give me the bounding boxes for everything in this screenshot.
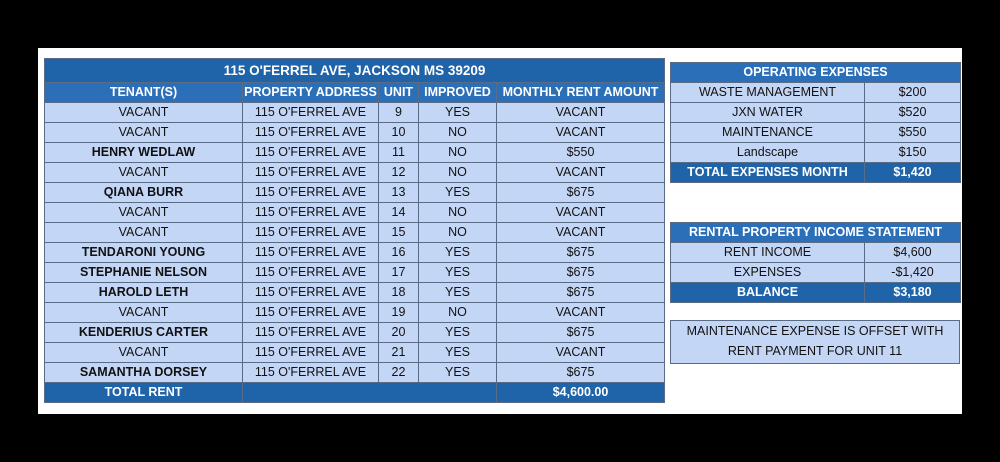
unit-cell: 9 [379, 103, 419, 123]
tenant-cell: VACANT [45, 223, 243, 243]
table-row [45, 243, 665, 263]
rent-cell: $675 [497, 283, 665, 303]
improved-cell: YES [419, 283, 497, 303]
table-row [45, 203, 665, 223]
tenant-cell: VACANT [45, 303, 243, 323]
expense-label: JXN WATER [671, 103, 865, 123]
unit-cell: 19 [379, 303, 419, 323]
improved-cell: YES [419, 243, 497, 263]
rent-cell: $675 [497, 243, 665, 263]
improved-cell: YES [419, 183, 497, 203]
unit-cell: 18 [379, 283, 419, 303]
rent-cell: $675 [497, 263, 665, 283]
unit-cell: 15 [379, 223, 419, 243]
improved-cell: NO [419, 203, 497, 223]
total-rent-spacer [243, 383, 497, 403]
address-cell: 115 O'FERREL AVE [243, 223, 379, 243]
header-tenants: TENANT(S) [45, 83, 243, 103]
improved-cell: YES [419, 343, 497, 363]
rent-cell: VACANT [497, 123, 665, 143]
unit-cell: 12 [379, 163, 419, 183]
rent-cell: VACANT [497, 223, 665, 243]
table-row [45, 343, 665, 363]
note-line-1: MAINTENANCE EXPENSE IS OFFSET WITH [686, 324, 944, 338]
expense-value: $520 [865, 103, 961, 123]
expense-row [671, 83, 961, 103]
improved-cell: YES [419, 103, 497, 123]
balance-value: $3,180 [865, 283, 961, 303]
address-cell: 115 O'FERREL AVE [243, 283, 379, 303]
address-cell: 115 O'FERREL AVE [243, 103, 379, 123]
header-unit: UNIT [379, 83, 419, 103]
income-label: EXPENSES [671, 263, 865, 283]
unit-cell: 13 [379, 183, 419, 203]
total-expenses-value: $1,420 [865, 163, 961, 183]
total-rent-label: TOTAL RENT [45, 383, 243, 403]
table-row [45, 283, 665, 303]
header-monthly-rent: MONTHLY RENT AMOUNT [497, 83, 665, 103]
expense-label: MAINTENANCE [671, 123, 865, 143]
address-cell: 115 O'FERREL AVE [243, 343, 379, 363]
tenant-cell: KENDERIUS CARTER [45, 323, 243, 343]
table-row [45, 143, 665, 163]
spreadsheet [38, 48, 962, 414]
address-cell: 115 O'FERREL AVE [243, 303, 379, 323]
maintenance-note [670, 320, 960, 364]
tenant-cell: TENDARONI YOUNG [45, 243, 243, 263]
table-row [45, 123, 665, 143]
address-cell: 115 O'FERREL AVE [243, 123, 379, 143]
tenant-cell: VACANT [45, 343, 243, 363]
tenant-cell: QIANA BURR [45, 183, 243, 203]
rent-cell: VACANT [497, 103, 665, 123]
unit-cell: 11 [379, 143, 419, 163]
improved-cell: YES [419, 363, 497, 383]
table-row [45, 263, 665, 283]
income-row [671, 263, 961, 283]
tenant-cell: VACANT [45, 163, 243, 183]
unit-cell: 10 [379, 123, 419, 143]
unit-cell: 14 [379, 203, 419, 223]
income-statement-table [670, 222, 961, 303]
improved-cell: NO [419, 143, 497, 163]
unit-cell: 20 [379, 323, 419, 343]
rent-cell: $675 [497, 363, 665, 383]
tenant-cell: SAMANTHA DORSEY [45, 363, 243, 383]
tenant-cell: VACANT [45, 203, 243, 223]
table-row [45, 183, 665, 203]
income-label: RENT INCOME [671, 243, 865, 263]
income-value: $4,600 [865, 243, 961, 263]
expense-row [671, 123, 961, 143]
table-row [45, 323, 665, 343]
expense-value: $550 [865, 123, 961, 143]
income-statement-title: RENTAL PROPERTY INCOME STATEMENT [671, 223, 961, 243]
tenant-cell: VACANT [45, 103, 243, 123]
address-cell: 115 O'FERREL AVE [243, 243, 379, 263]
rent-cell: VACANT [497, 203, 665, 223]
rent-cell: VACANT [497, 303, 665, 323]
tenant-cell: HENRY WEDLAW [45, 143, 243, 163]
tenant-cell: STEPHANIE NELSON [45, 263, 243, 283]
table-row [45, 103, 665, 123]
total-rent-value: $4,600.00 [497, 383, 665, 403]
tenant-cell: VACANT [45, 123, 243, 143]
unit-cell: 16 [379, 243, 419, 263]
expense-value: $150 [865, 143, 961, 163]
rent-cell: VACANT [497, 343, 665, 363]
improved-cell: NO [419, 223, 497, 243]
rent-cell: $675 [497, 183, 665, 203]
rent-cell: VACANT [497, 163, 665, 183]
table-row [45, 363, 665, 383]
address-cell: 115 O'FERREL AVE [243, 183, 379, 203]
expense-value: $200 [865, 83, 961, 103]
income-value: -$1,420 [865, 263, 961, 283]
improved-cell: YES [419, 323, 497, 343]
improved-cell: NO [419, 163, 497, 183]
expense-label: WASTE MANAGEMENT [671, 83, 865, 103]
unit-cell: 21 [379, 343, 419, 363]
rent-cell: $675 [497, 323, 665, 343]
unit-cell: 22 [379, 363, 419, 383]
rent-table [44, 58, 665, 403]
rent-table-title: 115 O'FERREL AVE, JACKSON MS 39209 [45, 59, 665, 83]
address-cell: 115 O'FERREL AVE [243, 163, 379, 183]
operating-expenses-table [670, 62, 961, 183]
rent-cell: $550 [497, 143, 665, 163]
balance-label: BALANCE [671, 283, 865, 303]
unit-cell: 17 [379, 263, 419, 283]
expense-row [671, 103, 961, 123]
expense-label: Landscape [671, 143, 865, 163]
header-improved: IMPROVED [419, 83, 497, 103]
improved-cell: NO [419, 123, 497, 143]
tenant-cell: HAROLD LETH [45, 283, 243, 303]
expense-row [671, 143, 961, 163]
operating-expenses-title: OPERATING EXPENSES [671, 63, 961, 83]
improved-cell: YES [419, 263, 497, 283]
total-expenses-label: TOTAL EXPENSES MONTH [671, 163, 865, 183]
table-row [45, 303, 665, 323]
address-cell: 115 O'FERREL AVE [243, 143, 379, 163]
address-cell: 115 O'FERREL AVE [243, 323, 379, 343]
table-row [45, 223, 665, 243]
table-row [45, 163, 665, 183]
address-cell: 115 O'FERREL AVE [243, 263, 379, 283]
address-cell: 115 O'FERREL AVE [243, 363, 379, 383]
address-cell: 115 O'FERREL AVE [243, 203, 379, 223]
note-line-2: RENT PAYMENT FOR UNIT 11 [727, 344, 903, 358]
header-property-address: PROPERTY ADDRESS [243, 83, 379, 103]
income-row [671, 243, 961, 263]
improved-cell: NO [419, 303, 497, 323]
